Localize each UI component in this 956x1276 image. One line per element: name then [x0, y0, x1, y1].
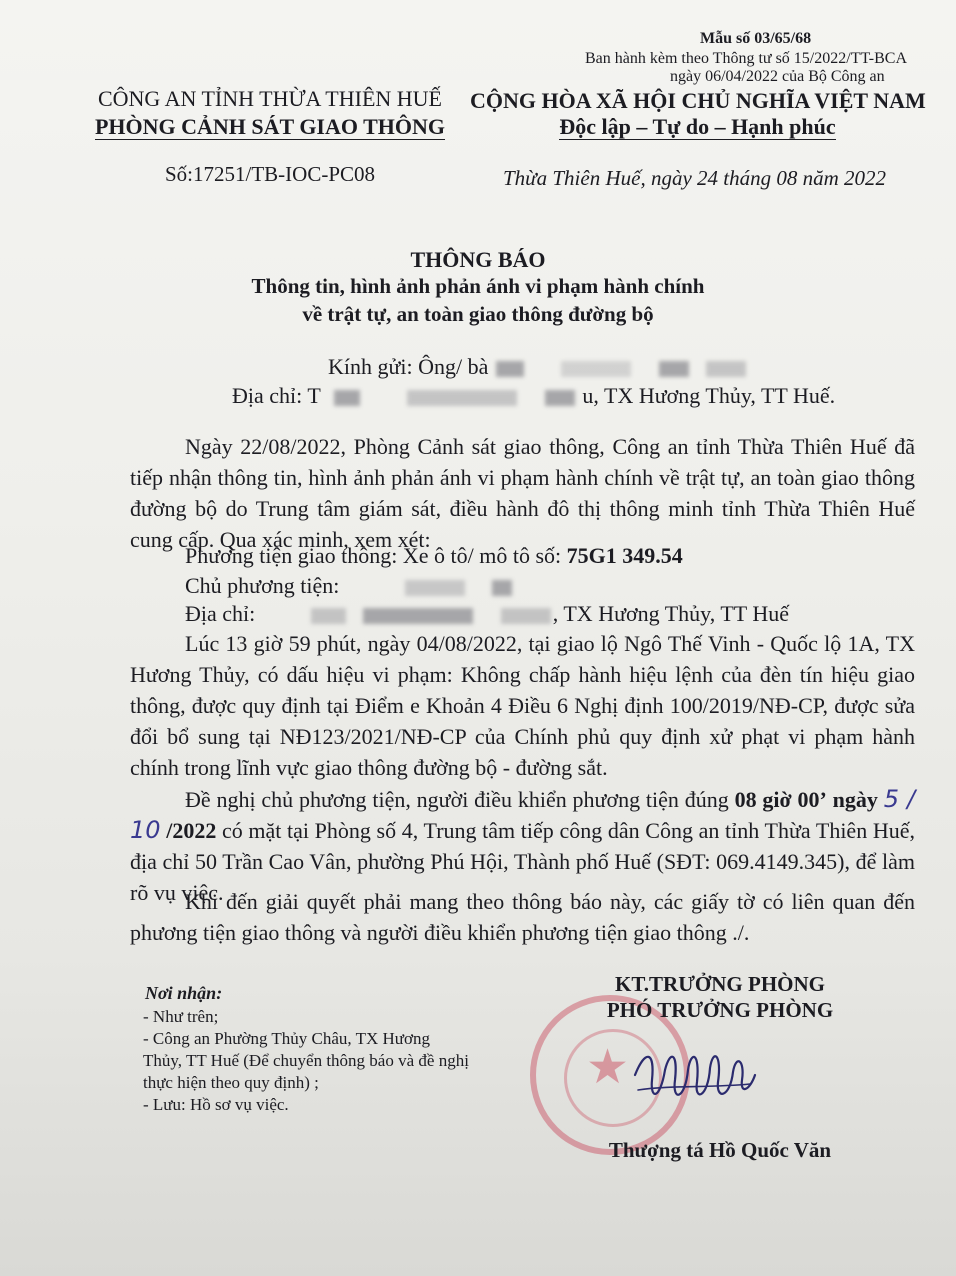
vehicle-plate: 75G1 349.54: [566, 543, 683, 568]
vehicle-line: [185, 540, 683, 571]
form-issued-date: ngày 06/04/2022 của Bộ Công an: [670, 68, 885, 85]
redacted-name-2: [561, 361, 631, 377]
recipient-address-line: [232, 380, 835, 411]
recipients-heading: Nơi nhận:: [145, 983, 223, 1003]
issuer-line1: CÔNG AN TỈNH THỪA THIÊN HUẾ: [97, 86, 442, 111]
issuer-line2-text: PHÒNG CẢNH SÁT GIAO THÔNG: [94, 114, 445, 139]
vehicle-label: Phương tiện giao thông: Xe ô tô/ mô tô số:: [185, 543, 567, 568]
nation-motto: Độc lập – Tự do – Hạnh phúc: [559, 114, 836, 139]
redacted-address-3: [545, 390, 575, 406]
redacted-owner-1: [405, 580, 465, 596]
issuer-line2: [80, 114, 460, 140]
redacted-name-1: [496, 361, 524, 377]
form-code: Mẫu số 03/65/68: [700, 30, 812, 47]
redacted-owner-address-1: [311, 608, 346, 624]
recipient-item: Thủy, TT Huế (Để chuyển thông báo và đề nghị: [143, 1051, 469, 1070]
seal-star-icon: ★: [586, 1041, 630, 1094]
notice-subtitle-1: Thông tin, hình ảnh phản ánh vi phạm hành chính: [251, 274, 705, 298]
handwritten-date: 5 / 10: [130, 785, 916, 844]
signer-name: Thượng tá Hồ Quốc Văn: [608, 1138, 832, 1162]
nation-line2: [470, 114, 925, 140]
signature-role-2: PHÓ TRƯỞNG PHÒNG: [606, 998, 834, 1022]
redacted-address-2: [407, 390, 517, 406]
owner-address-line: [185, 598, 789, 629]
paragraph-bring-documents: Khi đến giải quyết phải mang theo thông báo này, các giấy tờ có liên quan đến phương tiện giao thông và người điều khiển phương tiện giao thông ./.: [130, 889, 915, 945]
request-rest: có mặt tại Phòng số 4, Trung tâm tiếp công dân Công an tỉnh Thừa Thiên Huế, địa chỉ 50 Trần Cao Vân, phường Phú Hội, Thành phố Huế (SĐT: 069.4149.345), để làm rõ vụ việc.: [130, 818, 916, 905]
notice-title: THÔNG BÁO: [410, 247, 546, 272]
redacted-address-1: [334, 390, 360, 406]
salutation-line: [328, 351, 748, 382]
recipient-item: - Như trên;: [143, 1007, 219, 1026]
notice-subtitle-2: về trật tự, an toàn giao thông đường bộ: [302, 302, 654, 326]
document-number: Số:17251/TB-IOC-PC08: [165, 162, 376, 186]
salutation-label: Kính gửi: Ông/ bà: [328, 354, 489, 379]
owner-label: Chủ phương tiện:: [185, 573, 340, 598]
redacted-owner-address-2: [363, 608, 473, 624]
request-day-label: ngày: [832, 787, 878, 812]
paragraph-intro: Ngày 22/08/2022, Phòng Cảnh sát giao thông, Công an tỉnh Thừa Thiên Huế đã tiếp nhận thông tin, hình ảnh phản ánh vi phạm hành chính về trật tự, an toàn giao thông đường bộ do Trung tâm giám sát, điều hành đô thị thông minh tỉnh Thừa Thiên Huế cung cấp. Qua xác minh, xem xét:: [130, 434, 915, 552]
paragraph-violation: Lúc 13 giờ 59 phút, ngày 04/08/2022, tại giao lộ Ngô Thế Vinh - Quốc lộ 1A, TX Hương Thủy, có dấu hiệu vi phạm: Không chấp hành hiệu lệnh của đèn tín hiệu giao thông, được quy định tại Điểm e Khoản 4 Điều 6 Nghị định 100/2019/NĐ-CP, được sửa đổi bổ sung tại NĐ123/2021/NĐ-CP của Chính phủ quy định xử phạt vi phạm hành chính trong lĩnh vực giao thông đường bộ - đường sắt.: [130, 631, 915, 780]
recipient-item: thực hiện theo quy định) ;: [143, 1073, 319, 1092]
recipient-item: - Công an Phường Thủy Châu, TX Hương: [143, 1029, 430, 1048]
redacted-owner-2: [492, 580, 512, 596]
address-tail: u, TX Hương Thủy, TT Huế.: [582, 383, 836, 408]
request-year: /2022: [166, 818, 217, 843]
redacted-name-3: [659, 361, 689, 377]
redacted-owner-address-3: [501, 608, 551, 624]
redacted-name-4: [706, 361, 746, 377]
address-label: Địa chỉ: T: [232, 383, 321, 408]
request-time: 08 giờ 00’: [734, 787, 827, 812]
signature-role-1: KT.TRƯỞNG PHÒNG: [615, 972, 825, 996]
recipients-list: [143, 1006, 469, 1116]
owner-address-tail: , TX Hương Thủy, TT Huế: [552, 601, 789, 626]
owner-line: [185, 570, 514, 601]
handwritten-signature: [630, 1040, 760, 1110]
place-date: Thừa Thiên Huế, ngày 24 tháng 08 năm 2022: [503, 166, 887, 190]
nation-line1: CỘNG HÒA XÃ HỘI CHỦ NGHĨA VIỆT NAM: [470, 88, 926, 113]
request-start: Đề nghị chủ phương tiện, người điều khiển phương tiện đúng: [185, 787, 735, 812]
form-issued-with: Ban hành kèm theo Thông tư số 15/2022/TT-BCA: [585, 50, 907, 67]
owner-address-label: Địa chỉ:: [185, 601, 256, 626]
recipient-item: - Lưu: Hồ sơ vụ việc.: [143, 1095, 289, 1114]
